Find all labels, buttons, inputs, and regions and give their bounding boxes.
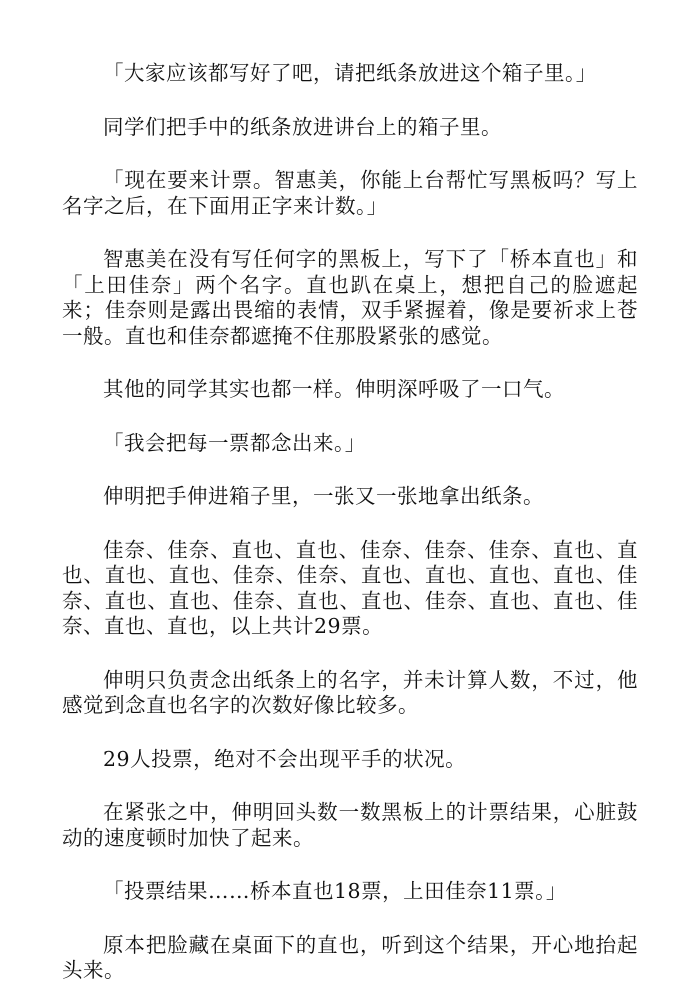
paragraph-9: 伸明只负责念出纸条上的名字，并未计算人数，不过，他感觉到念直也名字的次数好像比较多。 xyxy=(62,667,638,717)
paragraph-8: 佳奈、佳奈、直也、直也、佳奈、佳奈、佳奈、直也、直也、直也、直也、佳奈、佳奈、直也、直也、直也、直也、佳奈、直也、直也、佳奈、直也、直也、佳奈、直也、直也、佳奈、直也、直也，以上共计29票。 xyxy=(62,537,638,638)
paragraph-4: 智惠美在没有写任何字的黑板上，写下了「桥本直也」和「上田佳奈」两个名字。直也趴在桌上，想把自己的脸遮起来；佳奈则是露出畏缩的表情，双手紧握着，像是要祈求上苍一般。直也和佳奈都遮掩不住那股紧张的感觉。 xyxy=(62,247,638,348)
paragraph-5: 其他的同学其实也都一样。伸明深呼吸了一口气。 xyxy=(103,377,565,401)
paragraph-2: 同学们把手中的纸条放进讲台上的箱子里。 xyxy=(103,114,502,139)
paragraph-12: 「投票结果……桥本直也18票，上田佳奈11票。」 xyxy=(103,879,567,903)
paragraph-6: 「我会把每一票都念出来。」 xyxy=(103,430,366,455)
paragraph-7: 伸明把手伸进箱子里，一张又一张地拿出纸条。 xyxy=(103,484,544,508)
paragraph-11: 在紧张之中，伸明回头数一数黑板上的计票结果，心脏鼓动的速度顿时加快了起来。 xyxy=(62,800,638,850)
paragraph-10: 29人投票，绝对不会出现平手的状况。 xyxy=(103,746,467,771)
paragraph-3: 「现在要来计票。智惠美，你能上台帮忙写黑板吗？写上名字之后，在下面用正字来计数。」 xyxy=(62,168,638,218)
paragraph-1: 「大家应该都写好了吧，请把纸条放进这个箱子里。」 xyxy=(103,61,597,85)
paragraph-13: 原本把脸藏在桌面下的直也，听到这个结果，开心地抬起头来。 xyxy=(62,932,638,982)
